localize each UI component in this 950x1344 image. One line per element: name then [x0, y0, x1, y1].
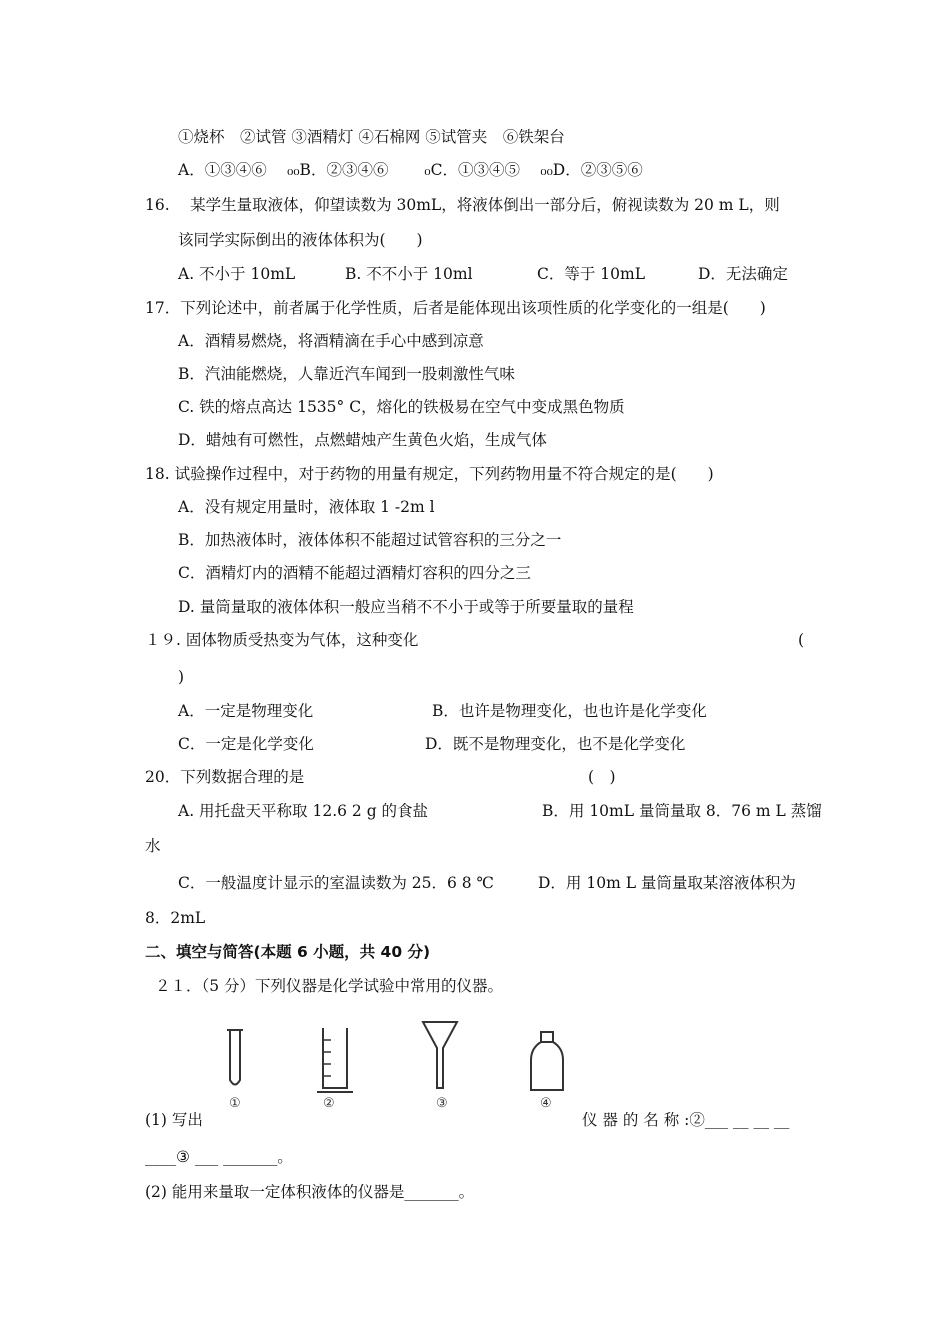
- q19-paren-close: ): [178, 668, 185, 686]
- q21-part1-cont: ____③ ___ _______。: [145, 1148, 293, 1166]
- q20-option-c: C．一般温度计显示的室温读数为 25．6 8 ℃: [178, 874, 494, 892]
- q16-option-d: D．无法确定: [698, 265, 788, 283]
- section-heading: 二、填空与简答(本题 6 小题，共 40 分): [145, 943, 431, 961]
- figure-label-2: ②: [323, 1096, 335, 1111]
- q20-option-b: B．用 10mL 量筒量取 8．76 m L 蒸馏: [542, 802, 822, 820]
- q16-stem-cont: 该同学实际倒出的液体体积为( ): [178, 231, 423, 249]
- figure-label-4: ④: [540, 1096, 552, 1111]
- q19-stem: １９. 固体物质受热变为气体，这种变化: [145, 631, 419, 649]
- q19-option-a: A．一定是物理变化: [178, 702, 314, 720]
- figure-label-3: ③: [436, 1096, 448, 1111]
- figure-label-1: ①: [229, 1096, 241, 1111]
- q17-option-b: B．汽油能燃烧，人靠近汽车闻到一股刺激性气味: [178, 365, 515, 383]
- q16-option-b: B. 不不小于 10ml: [345, 265, 473, 283]
- q20-option-d: D．用 10m L 量筒量取某溶液体积为: [538, 874, 796, 892]
- q20-option-a: A. 用托盘天平称取 12.6 2 g 的食盐: [178, 802, 429, 820]
- q20-paren: ( ): [588, 768, 616, 786]
- q19-option-c: C．一定是化学变化: [178, 735, 314, 753]
- q17-option-a: A．酒精易燃烧，将酒精滴在手心中感到凉意: [178, 332, 484, 350]
- q19-option-d: D．既不是物理变化，也不是化学变化: [425, 735, 686, 753]
- test-tube-icon: [227, 1030, 243, 1085]
- q20-stem: 20．下列数据合理的是: [145, 768, 305, 786]
- q15-choices: A．①③④⑥ ₀₀B．②③④⑥ ₀C．①③④⑤ ₀₀D．②③⑤⑥: [178, 161, 643, 179]
- q21-part1-end: 仪 器 的 名 称 :②___ __ __ __: [582, 1111, 790, 1129]
- reagent-bottle-icon: [531, 1032, 563, 1090]
- q18-option-b: B．加热液体时，液体体积不能超过试管容积的三分之一: [178, 531, 562, 549]
- q20-option-b-cont: 水: [145, 837, 161, 855]
- q17-option-c: C. 铁的熔点高达 1535° C，熔化的铁极易在空气中变成黑色物质: [178, 398, 625, 416]
- q16-option-a: A. 不小于 10mL: [178, 265, 296, 283]
- q19-paren-open: (: [798, 631, 805, 649]
- graduated-cylinder-icon: [317, 1028, 353, 1092]
- apparatus-figure: [205, 1010, 605, 1115]
- q18-option-c: C．酒精灯内的酒精不能超过酒精灯容积的四分之三: [178, 564, 531, 582]
- funnel-icon: [423, 1022, 457, 1088]
- q20-option-d-cont: 8．2mL: [145, 909, 206, 927]
- q18-option-a: A．没有规定用量时，液体取 1 -2m l: [178, 498, 435, 516]
- q17-stem: 17．下列论述中，前者属于化学性质，后者是能体现出该项性质的化学变化的一组是( ): [145, 299, 766, 317]
- q21-part1-start: (1) 写出: [145, 1111, 203, 1129]
- q18-stem: 18. 试验操作过程中，对于药物的用量有规定，下列药物用量不符合规定的是( ): [145, 465, 714, 483]
- q17-option-d: D．蜡烛有可燃性，点燃蜡烛产生黄色火焰，生成气体: [178, 431, 547, 449]
- option-list-apparatus: ①烧杯 ②试管 ③酒精灯 ④石棉网 ⑤试管夹 ⑥铁架台: [178, 128, 565, 146]
- q19-option-b: B．也许是物理变化，也也许是化学变化: [432, 702, 707, 720]
- q16-option-c: C．等于 10mL: [537, 265, 646, 283]
- q21-part2: (2) 能用来量取一定体积液体的仪器是_______。: [145, 1183, 475, 1201]
- q16-stem: 16. 某学生量取液体，仰望读数为 30mL，将液体倒出一部分后，俯视读数为 20 m L，则: [145, 196, 780, 214]
- q21-stem: ２１．（5 分）下列仪器是化学试验中常用的仪器。: [155, 977, 504, 995]
- q18-option-d: D. 量筒量取的液体体积一般应当稍不不小于或等于所要量取的量程: [178, 598, 634, 616]
